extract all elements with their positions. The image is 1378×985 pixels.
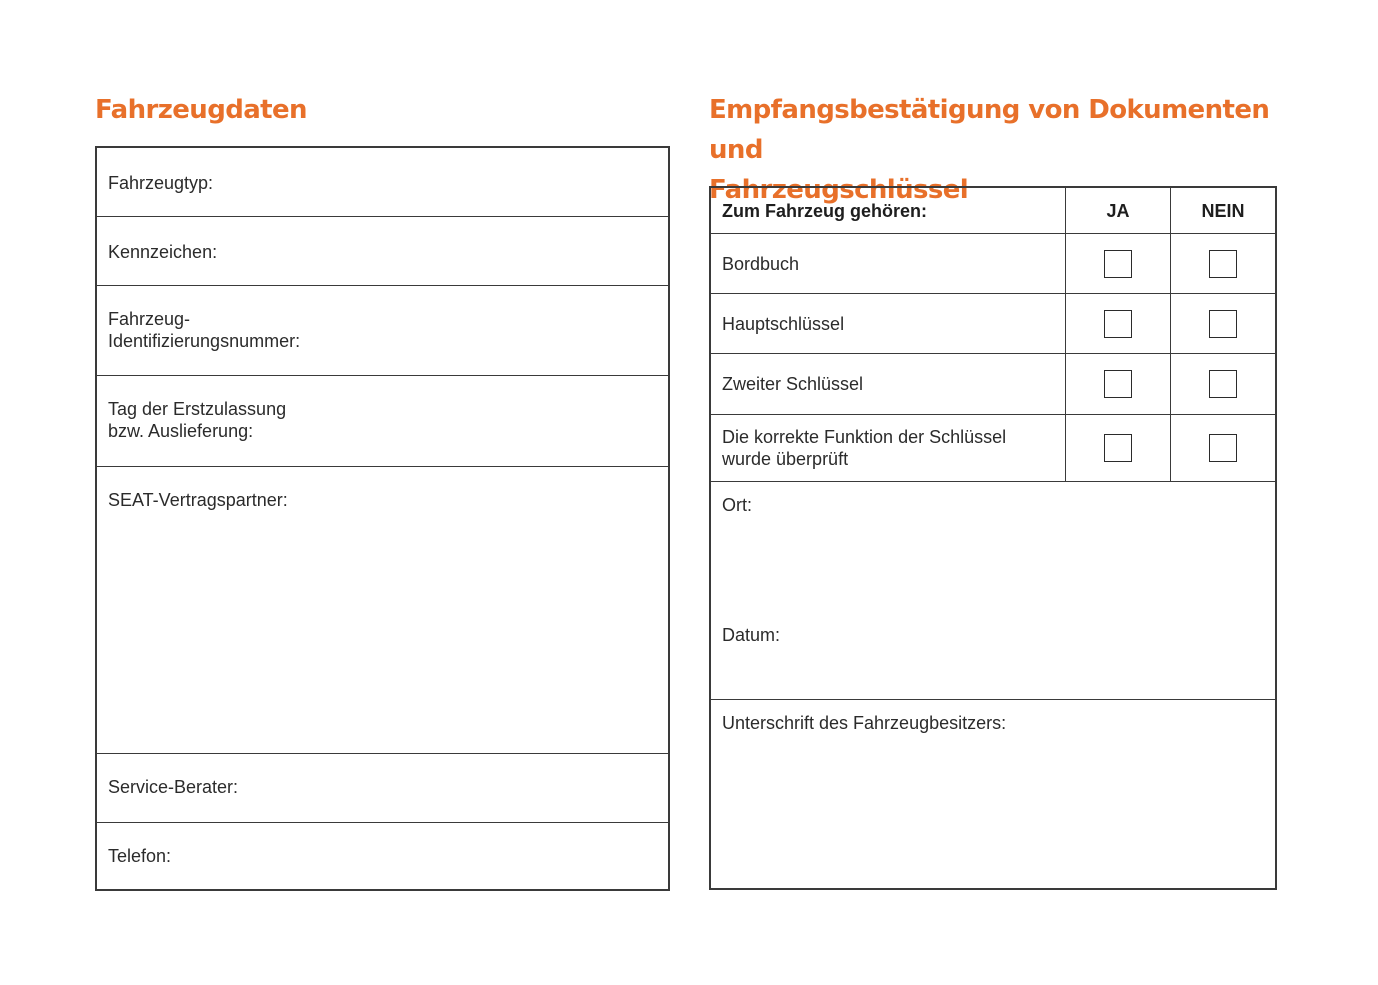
main-key-no-checkbox[interactable]	[1209, 310, 1237, 338]
row-label-bordbuch: Bordbuch	[722, 254, 800, 274]
row-label-key-function-line2: wurde überprüft	[722, 449, 849, 469]
first-registration-label-line1: Tag der Erstzulassung	[108, 399, 287, 419]
dealer-row[interactable]	[97, 467, 668, 754]
vehicle-type-label: Fahrzeugtyp:	[108, 173, 214, 193]
vehicle-data-table	[95, 146, 670, 891]
row-label-main-key: Hauptschlüssel	[722, 314, 845, 334]
yes-cell	[1065, 294, 1170, 353]
first-registration-row[interactable]	[97, 376, 668, 467]
no-cell	[1170, 354, 1275, 414]
receipt-table	[709, 186, 1277, 890]
vin-row[interactable]	[97, 286, 668, 376]
yes-cell	[1065, 415, 1170, 481]
table-row	[711, 354, 1275, 415]
bordbuch-yes-checkbox[interactable]	[1104, 250, 1132, 278]
signature-label: Unterschrift des Fahrzeugbesitzers:	[722, 713, 1007, 733]
header-no-label: NEIN	[1201, 201, 1245, 221]
place-date-section[interactable]	[711, 482, 1275, 700]
key-function-yes-checkbox[interactable]	[1104, 434, 1132, 462]
receipt-title-line2: Fahrzeugschlüssel	[709, 175, 969, 205]
yes-cell	[1065, 234, 1170, 293]
signature-section[interactable]	[711, 700, 1275, 888]
dealer-label: SEAT-Vertragspartner:	[108, 490, 288, 510]
yes-cell	[1065, 354, 1170, 414]
key-function-no-checkbox[interactable]	[1209, 434, 1237, 462]
license-plate-row[interactable]	[97, 217, 668, 286]
place-label: Ort:	[722, 495, 752, 515]
no-cell	[1170, 415, 1275, 481]
row-label-second-key: Zweiter Schlüssel	[722, 374, 864, 394]
no-cell	[1170, 294, 1275, 353]
vin-label-line2: Identifizierungsnummer:	[108, 331, 301, 351]
vehicle-type-row[interactable]	[97, 148, 668, 217]
service-advisor-row[interactable]	[97, 754, 668, 823]
first-registration-label-line2: bzw. Auslieferung:	[108, 421, 254, 441]
header-yes-cell	[1065, 188, 1170, 233]
second-key-yes-checkbox[interactable]	[1104, 370, 1132, 398]
main-key-yes-checkbox[interactable]	[1104, 310, 1132, 338]
bordbuch-no-checkbox[interactable]	[1209, 250, 1237, 278]
table-row	[711, 415, 1275, 482]
header-yes-label: JA	[1106, 201, 1130, 221]
vin-label-line1: Fahrzeug-	[108, 309, 191, 329]
table-header-row	[711, 188, 1275, 234]
table-row	[711, 294, 1275, 354]
table-row	[711, 234, 1275, 294]
header-no-cell	[1170, 188, 1275, 233]
license-plate-label: Kennzeichen:	[108, 242, 218, 262]
row-label-key-function-line1: Die korrekte Funktion der Schlüssel	[722, 427, 1007, 447]
phone-label: Telefon:	[108, 846, 172, 866]
vehicle-data-title: Fahrzeugdaten	[95, 95, 307, 125]
receipt-title-line1: Empfangsbestätigung von Dokumenten und	[709, 95, 1270, 165]
header-item-label: Zum Fahrzeug gehören:	[722, 201, 928, 221]
second-key-no-checkbox[interactable]	[1209, 370, 1237, 398]
service-advisor-label: Service-Berater:	[108, 777, 239, 797]
date-label: Datum:	[722, 625, 781, 645]
no-cell	[1170, 234, 1275, 293]
phone-row[interactable]	[97, 823, 668, 889]
